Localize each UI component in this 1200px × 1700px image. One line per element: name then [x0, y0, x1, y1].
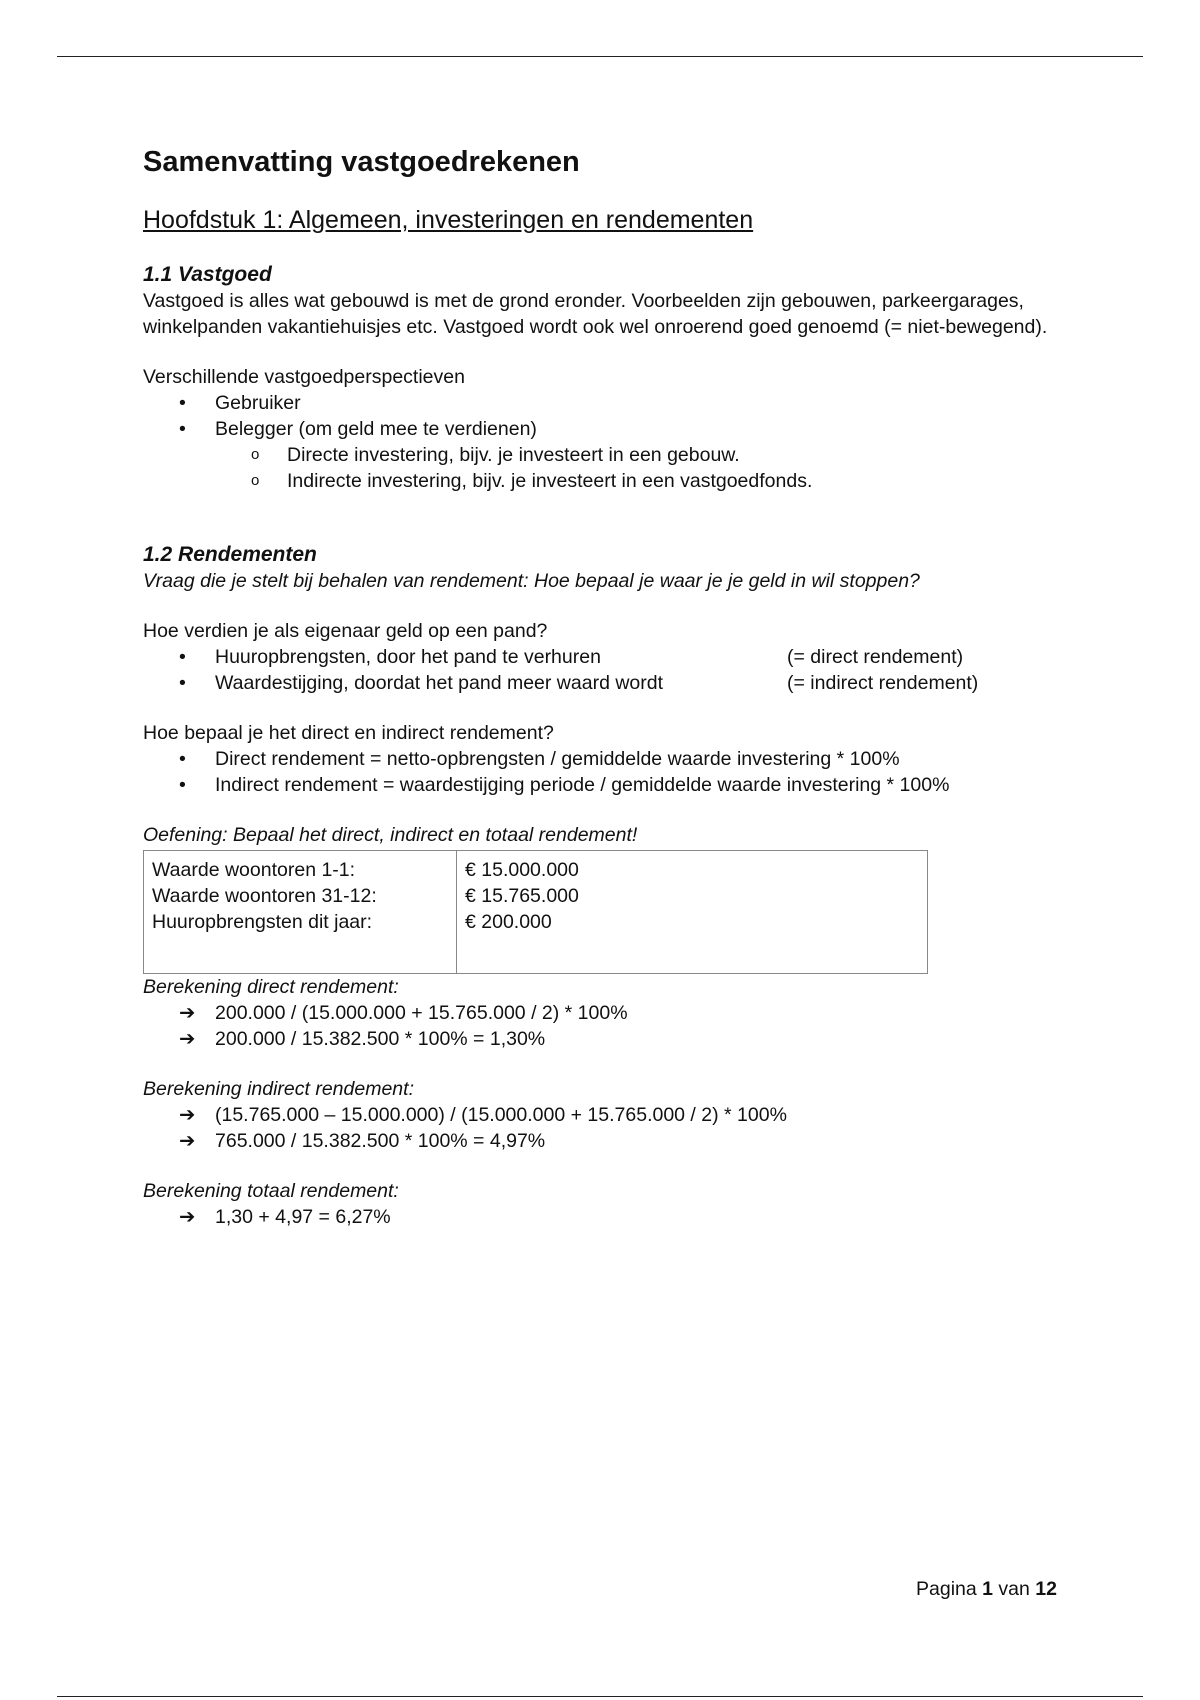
total-calc-title: Berekening totaal rendement: — [143, 1180, 399, 1202]
earn-intro: Hoe verdien je als eigenaar geld op een pand? — [143, 620, 548, 642]
list-item: • Waardestijging, doordat het pand meer waard wordt (= indirect rendement) — [179, 670, 1103, 696]
section-heading-vastgoed: 1.1 Vastgoed — [143, 263, 272, 286]
list-item: • Gebruiker — [179, 390, 1103, 416]
list-item: ➔ 765.000 / 15.382.500 * 100% = 4,97% — [179, 1128, 1103, 1154]
indirect-calc-title: Berekening indirect rendement: — [143, 1078, 414, 1100]
rendement-question: Vraag die je stelt bij behalen van rendement: Hoe bepaal je waar je je geld in wil stoppen? — [143, 570, 920, 592]
exercise-title: Oefening: Bepaal het direct, indirect en totaal rendement! — [143, 824, 638, 846]
chapter-heading: Hoofdstuk 1: Algemeen, investeringen en rendementen — [143, 206, 754, 234]
header-rule — [57, 56, 1143, 57]
indirect-calc-steps — [143, 1102, 1103, 1154]
list-item: • Indirect rendement = waardestijging periode / gemiddelde waarde investering * 100% — [179, 772, 1103, 798]
footer-rule — [57, 1696, 1143, 1697]
direct-calc-title: Berekening direct rendement: — [143, 976, 399, 998]
list-item: o Indirecte investering, bijv. je investeert in een vastgoedfonds. — [251, 468, 1103, 494]
perspectives-intro: Verschillende vastgoedperspectieven — [143, 366, 465, 388]
determine-list — [143, 746, 1103, 798]
list-item: • Belegger (om geld mee te verdienen) o Directe investering, bijv. je investeert in een gebouw. o Indirecte investering, bijv. je investeert in een vastgoedfonds. — [179, 416, 1103, 494]
list-item: • Direct rendement = netto-opbrengsten / gemiddelde waarde investering * 100% — [179, 746, 1103, 772]
list-item: ➔ 200.000 / 15.382.500 * 100% = 1,30% — [179, 1026, 1103, 1052]
perspectives-list — [143, 390, 1103, 494]
list-item: ➔ 1,30 + 4,97 = 6,27% — [179, 1204, 1103, 1230]
list-item: ➔ 200.000 / (15.000.000 + 15.765.000 / 2) * 100% — [179, 1000, 1103, 1026]
section-heading-rendementen: 1.2 Rendementen — [143, 543, 317, 566]
page-number: Pagina 1 van 12 — [916, 1578, 1057, 1600]
direct-calc-steps — [143, 1000, 1103, 1052]
exercise-table — [143, 850, 928, 974]
document-body — [143, 140, 1103, 1230]
list-item: ➔ (15.765.000 – 15.000.000) / (15.000.000 + 15.765.000 / 2) * 100% — [179, 1102, 1103, 1128]
total-calc-steps — [143, 1204, 1103, 1230]
earn-list — [143, 644, 1103, 696]
list-item: • Huuropbrengsten, door het pand te verhuren (= direct rendement) — [179, 644, 1103, 670]
determine-intro: Hoe bepaal je het direct en indirect rendement? — [143, 722, 554, 744]
exercise-values-cell: € 15.000.000 € 15.765.000 € 200.000 — [457, 851, 928, 974]
investment-sublist — [215, 442, 1103, 494]
exercise-labels-cell: Waarde woontoren 1-1: Waarde woontoren 31-12: Huuropbrengsten dit jaar: — [144, 851, 457, 974]
vastgoed-paragraph: Vastgoed is alles wat gebouwd is met de grond eronder. Voorbeelden zijn gebouwen, parkeergarages, winkelpanden vakantiehuisjes etc. Vastgoed wordt ook wel onroerend goed genoemd (= niet-bewegend). — [143, 290, 1048, 338]
list-item: o Directe investering, bijv. je investeert in een gebouw. — [251, 442, 1103, 468]
document-title: Samenvatting vastgoedrekenen — [143, 146, 580, 178]
